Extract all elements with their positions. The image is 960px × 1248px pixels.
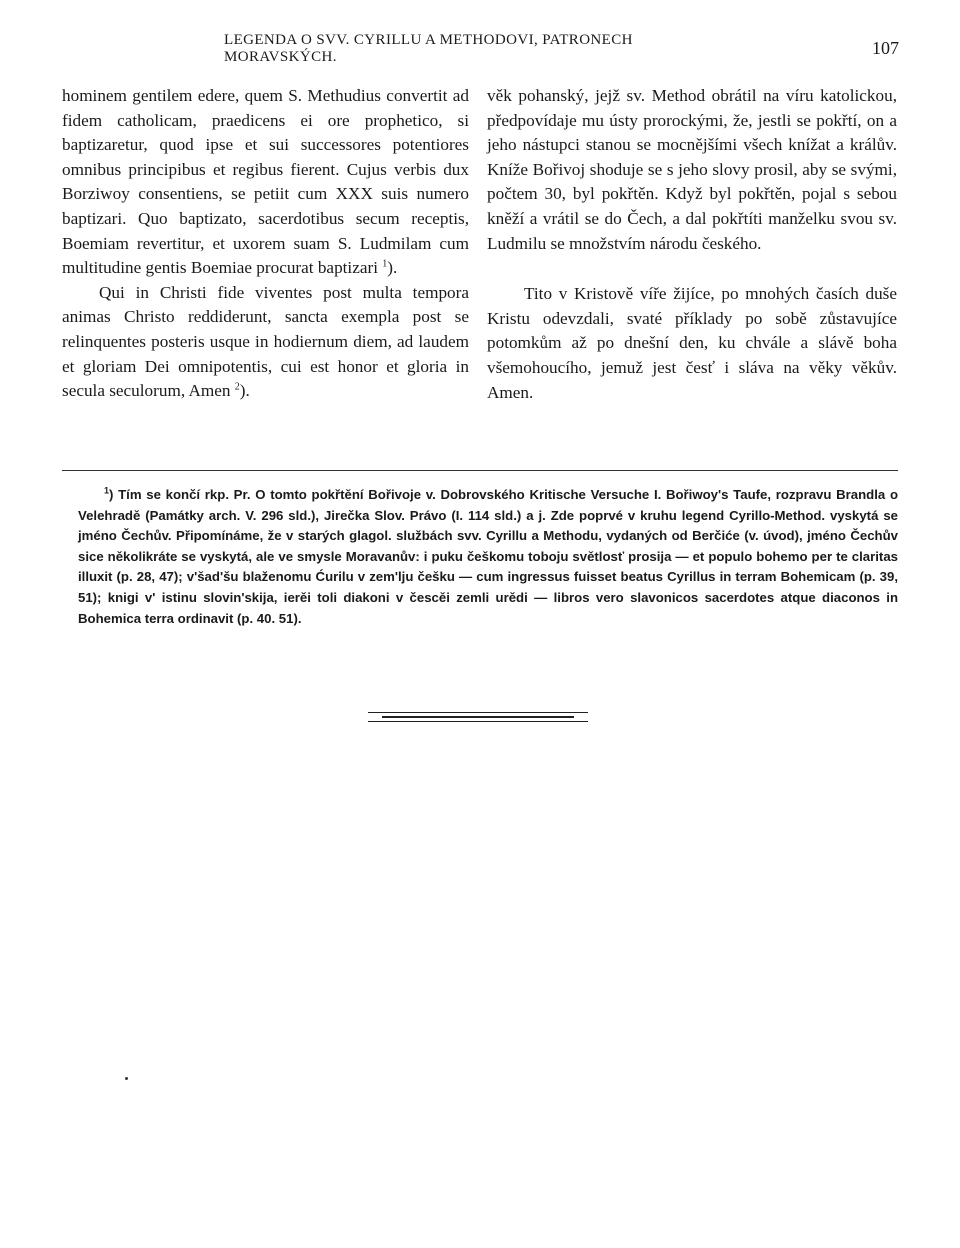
running-title: LEGENDA O SVV. CYRILLU A METHODOVI, PATRONECH MORAVSKÝCH. — [224, 32, 633, 65]
footnote-ref-2-close: ). — [239, 381, 250, 401]
end-rule-line — [382, 716, 574, 718]
footnote-ref-1: 1 — [382, 258, 388, 270]
latin-paragraph-1 — [62, 84, 469, 281]
footnote-mark: 1 — [104, 485, 110, 496]
latin-column — [62, 84, 469, 404]
czech-column — [487, 84, 897, 405]
end-ornament-rule — [368, 712, 588, 722]
latin-paragraph-2 — [62, 281, 469, 404]
footnote-ref-2: 2 — [234, 381, 240, 393]
latin-paragraph-1-text: hominem gentilem edere, quem S. Methudius convertit ad fidem catholicam, praedicens ei ore prophetico, si baptizaretur, quod ipse et sui successores potentiores omnibus principibus et regibus fierent. Cujus verbis dux Borziwoy consentiens, se petiit cum XXX suis numero baptizari. Quo baptizato, sacerdotibus secum receptis, Boemiam revertitur, et uxorem suam S. Ludmilam cum multitudine gentis Boemiae procurat baptizari — [62, 86, 469, 278]
footnote-paragraph — [78, 485, 898, 629]
stray-mark — [125, 1077, 128, 1080]
czech-paragraph-2: Tito v Kristově víře žijíce, po mnohých časích duše Kristu odevzdali, svaté příklady po sobě zůstavujíce potomkům až po dnešní den, ku chvále a slávě boha všemohoucího, jemuž jest česť i sláva na věky věkův. Amen. — [487, 284, 897, 402]
end-rule-line — [368, 721, 588, 722]
end-rule-line — [368, 712, 588, 713]
footnote-divider — [62, 470, 898, 471]
footnote-text: ) Tím se končí rkp. Pr. O tomto pokřtění Bořivoje v. Dobrovského Kritische Versuche I. Bořiwoy's Taufe, rozpravu Brandla o Velehradě (Památky arch. V. 296 sld.), Jirečka Slov. Právo (I. 114 sld.) a j. Zde poprvé v kruhu legend Cyrillo-Method. vyskytá se jméno Čechův. Připomínáme, že v starých glagol. službách svv. Cyrillu a Methodu, vydaných od Berčiće (v. úvod), jméno Čechův sice několikráte se vyskytá, ale ve smysle Moravanův: i puku češkomu toboju světlosť prosija — et populo bohemo per te claritas illuxit (p. 28, 47); v'šad'šu blaženomu Ćurilu v zem'lju češku — cum ingressus fuisset beatus Cyrillus in terram Bohemicam (p. 39, 51); knigi v' istinu slovin'skija, ierěi toli diakoni v čescěi zemli urědi — libros vero slavonicos sacerdotes atque diaconos in Bohemica terra ordinavit (p. 40. 51). — [78, 487, 898, 626]
page-number: 107 — [872, 38, 899, 58]
footnote-ref-1-close: ). — [387, 258, 398, 278]
czech-paragraph-1: věk pohanský, jejž sv. Method obrátil na víru katolickou, předpovídaje mu ústy prorockými, že, jestli se pokřtí, on a jeho nástupci stanou se mocnějšími všech knížat a králův. Kníže Bořivoj shoduje se s jeho slovy prosil, aby se svými, počtem 30, byl pokřtěn. Když byl pokřtěn, pojal s sebou kněží a vrátil se do Čech, a dal pokřtíti manželku svou sv. Ludmilu se množstvím národu českého. — [487, 86, 897, 253]
footnote — [78, 485, 898, 629]
latin-paragraph-2-text: Qui in Christi fide viventes post multa tempora animas Christo reddiderunt, sancta exempla post se relinquentes posteris usque in hodiernum diem, ad laudem et gloriam Dei omnipotentis, cui est honor et gloria in secula seculorum, Amen — [62, 282, 469, 401]
